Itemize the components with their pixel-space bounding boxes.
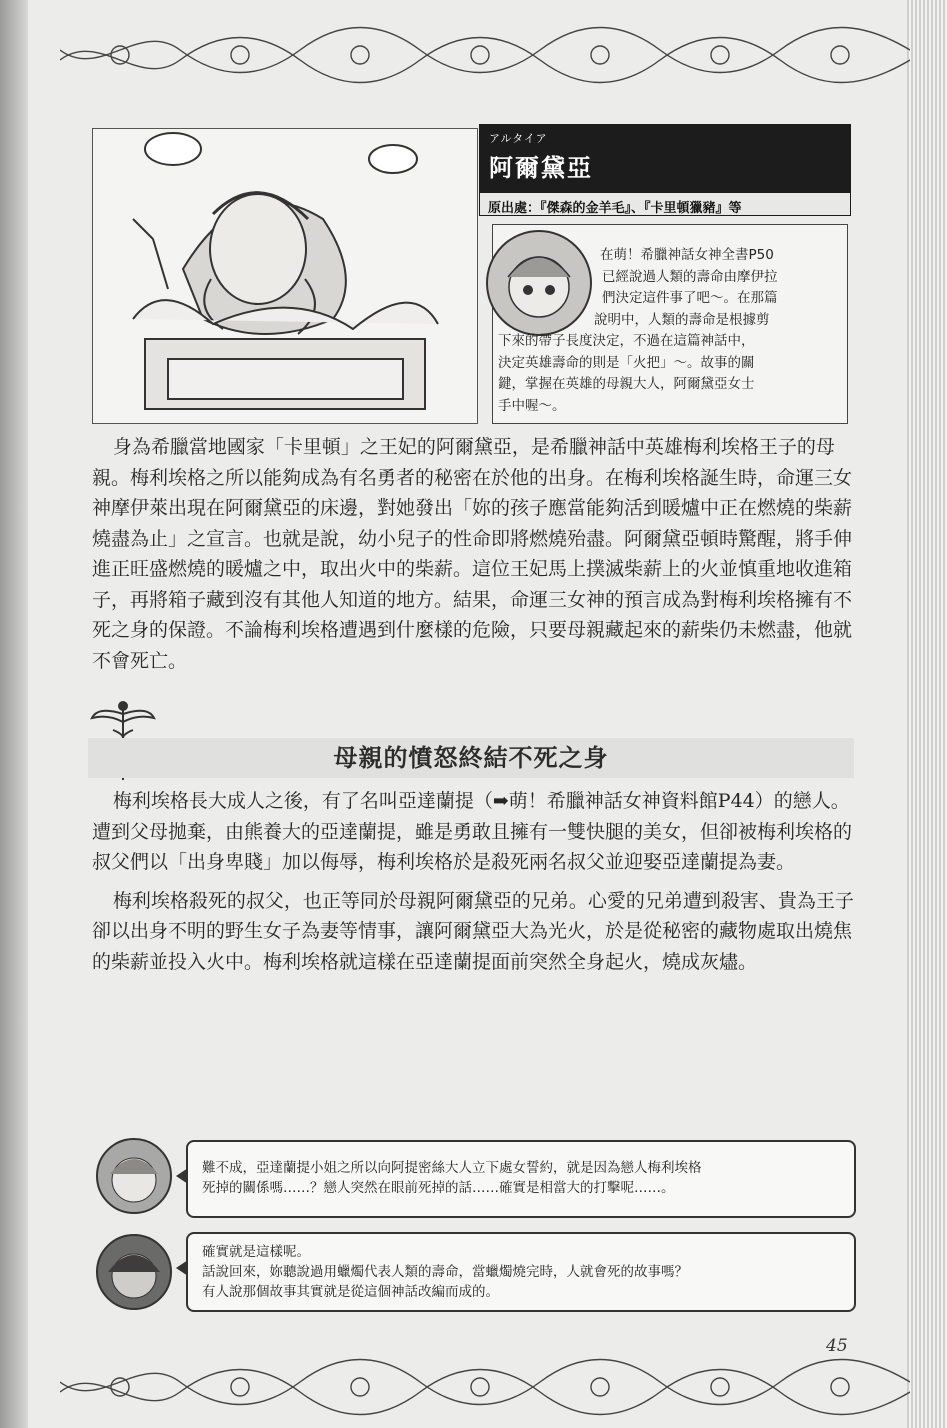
page-edge-stack — [907, 0, 947, 1428]
side-note-line: 已經說過人類的壽命由摩伊拉 — [602, 268, 778, 285]
side-note-line: 們決定這件事了吧～。在那篇 — [602, 290, 778, 306]
speaker-avatar — [96, 1234, 172, 1310]
dialogue-line: 確實就是這樣呢。 — [202, 1244, 310, 1260]
speech-bubble — [186, 1140, 856, 1218]
page-gutter-shadow — [0, 0, 28, 1428]
section-heading-block — [88, 700, 854, 782]
side-note-line: 說明中，人類的壽命是根據剪 — [594, 311, 770, 328]
dialogue-row — [96, 1230, 866, 1316]
side-note-line: 手中喔～。 — [498, 397, 566, 414]
speech-bubble — [186, 1232, 856, 1312]
paragraph: 梅利埃格殺死的叔父，也正等同於母親阿爾黛亞的兄弟。心愛的兄弟遭到殺害、貴為王子卻以出身不明的野生女子為妻等情事，讓阿爾黛亞大為光火，於是從秘密的藏物處取出燒焦的柴薪並投入火中。梅利埃格就這樣在亞達蘭提面前突然全身起火，燒成灰燼。 — [92, 889, 854, 973]
side-note-line: 下來的帶子長度決定，不過在這篇神話中， — [498, 333, 755, 349]
dialogue-line: 話說回來，妳聽說過用蠟燭代表人類的壽命，當蠟燭燒完時，人就會死的故事嗎？ — [202, 1264, 688, 1280]
source-line: 原出處：『傑森的金羊毛』、『卡里頓獵豬』等 — [479, 192, 851, 216]
side-note-text — [498, 245, 842, 417]
section-body — [92, 786, 858, 977]
title-ruby: アルタイア — [489, 132, 548, 145]
paragraph: 身為希臘當地國家「卡里頓」之王妃的阿爾黛亞，是希臘神話中英雄梅利埃格王子的母親。梅利埃格之所以能夠成為有名勇者的秘密在於他的出身。在梅利埃格誕生時，命運三女神摩伊萊出現在阿爾黛亞的床邊，對她發出「妳的孩子應當能夠活到暖爐中正在燃燒的柴薪燒盡為止」之宣言。也就是說，幼小兒子的性命即將燃燒殆盡。阿爾黛亞頓時驚醒，將手伸進正旺盛燃燒的暖爐之中，取出火中的柴薪。這位王妃馬上撲滅柴薪上的火並慎重地收進箱子，再將箱子藏到沒有其他人知道的地方。結果，命運三女神的預言成為對梅利埃格擁有不死之身的保證。不論梅利埃格遭遇到什麼樣的危險，只要母親藏起來的薪柴仍未燃盡，他就不會死亡。 — [92, 436, 853, 672]
side-note-line: 決定英雄壽命的則是「火把」～。故事的關 — [498, 354, 755, 371]
chibi-goddess-illustration-art — [93, 129, 476, 422]
dialogue-line: 死掉的關係嗎……？戀人突然在眼前死掉的話……確實是相當大的打擊呢……。 — [202, 1180, 675, 1196]
section-heading: 母親的憤怒終結不死之身 — [88, 738, 854, 778]
paragraph: 梅利埃格長大成人之後，有了名叫亞達蘭提（➡萌！希臘神話女神資料館P44）的戀人。遭到父母拋棄，由熊養大的亞達蘭提，雖是勇敢且擁有一雙快腿的美女，但卻被梅利埃格的叔父們以「出身卑賤」加以侮辱，梅利埃格於是殺死兩名叔父並迎娶亞達蘭提為妻。 — [92, 790, 853, 873]
dialogue-row — [96, 1138, 866, 1218]
speaker-avatar — [96, 1138, 172, 1214]
intro-body — [92, 432, 858, 676]
top-ornament-border — [60, 20, 910, 90]
page-number: 45 — [826, 1336, 848, 1356]
goddess-illustration — [92, 128, 478, 424]
character-name: 阿爾黛亞 — [489, 154, 593, 182]
dialogue-line: 有人說那個故事其實就是從這個神話改編而成的。 — [202, 1284, 499, 1300]
character-title-box — [479, 124, 851, 216]
side-note-line: 鍵，掌握在英雄的母親大人，阿爾黛亞女士 — [498, 376, 755, 392]
side-note-line: 在萌！希臘神話女神全書P50 — [600, 247, 774, 263]
dialogue-line: 難不成，亞達蘭提小姐之所以向阿提密絲大人立下處女誓約，就是因為戀人梅利埃格 — [202, 1160, 702, 1176]
bottom-ornament-border — [60, 1352, 910, 1422]
